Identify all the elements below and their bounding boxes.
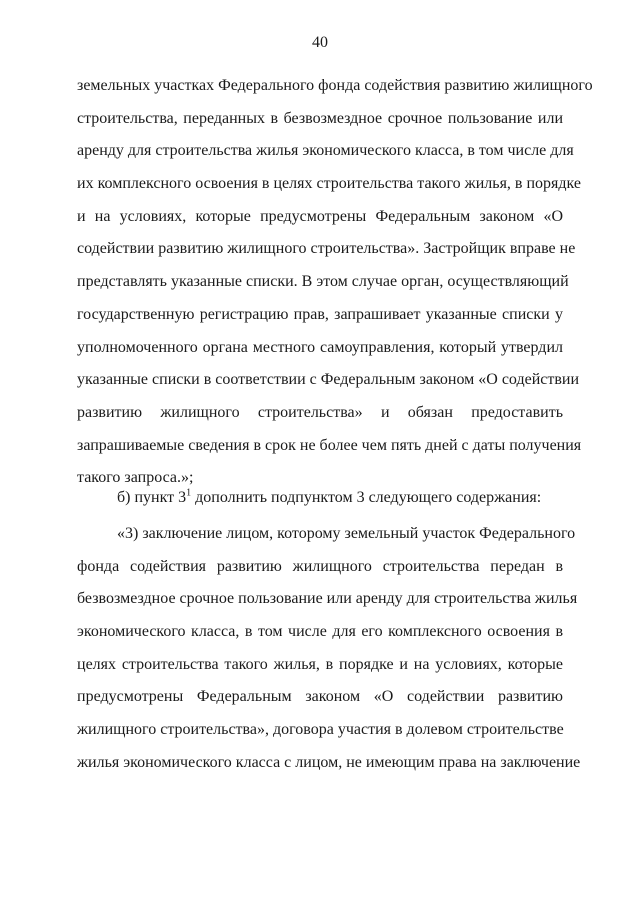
text-line: жилья экономического класса с лицом, не имеющим права на заключение <box>77 753 581 771</box>
paragraph-amendment-b <box>77 482 563 515</box>
text-line: представлять указанные списки. В этом случае орган, осуществляющий <box>77 273 569 291</box>
text-line: целях строительства такого жилья, в порядке и на условиях, которые <box>77 655 563 673</box>
text-line: предусмотрены Федеральным законом «О содействии развитию <box>77 688 563 706</box>
text-line: и на условиях, которые предусмотрены Федеральным законом «О <box>77 207 563 225</box>
amendment-text-start: б) пункт 3 <box>117 489 187 506</box>
text-line: жилищного строительства», договора участия в долевом строительстве <box>77 721 564 739</box>
text-line: безвозмездное срочное пользование или аренду для строительства жилья <box>77 590 578 608</box>
text-line: их комплексного освоения в целях строительства такого жилья, в порядке <box>77 175 582 193</box>
text-line: фонда содействия развитию жилищного строительства передан в <box>77 557 563 575</box>
paragraph-subclause-3 <box>77 518 581 780</box>
text-line: содействии развитию жилищного строительства». Застройщик вправе не <box>77 240 576 258</box>
superscript-index: 1 <box>186 487 192 499</box>
page-number: 40 <box>312 34 328 51</box>
text-line: экономического класса, в том числе для его комплексного освоения в <box>77 623 563 641</box>
paragraph-continuation <box>77 70 593 495</box>
text-line <box>77 482 563 515</box>
text-line: развитию жилищного строительства» и обязан предоставить <box>77 403 563 421</box>
text-line: уполномоченного органа местного самоуправления, который утвердил <box>77 338 563 356</box>
text-line: аренду для строительства жилья экономического класса, в том числе для <box>77 142 574 160</box>
text-line: «3) заключение лицом, которому земельный участок Федерального <box>117 525 576 542</box>
text-line: государственную регистрацию прав, запрашивает указанные списки у <box>77 305 563 323</box>
amendment-text-end: дополнить подпунктом 3 следующего содержания: <box>191 489 542 506</box>
text-line: строительства, переданных в безвозмездное срочное пользование или <box>77 109 563 127</box>
text-line: земельных участках Федерального фонда содействия развитию жилищного <box>77 77 593 94</box>
text-line: указанные списки в соответствии с Федеральным законом «О содействии <box>77 371 580 389</box>
text-line: такого запроса.»; <box>77 469 194 487</box>
text-line: запрашиваемые сведения в срок не более чем пять дней с даты получения <box>77 436 582 454</box>
